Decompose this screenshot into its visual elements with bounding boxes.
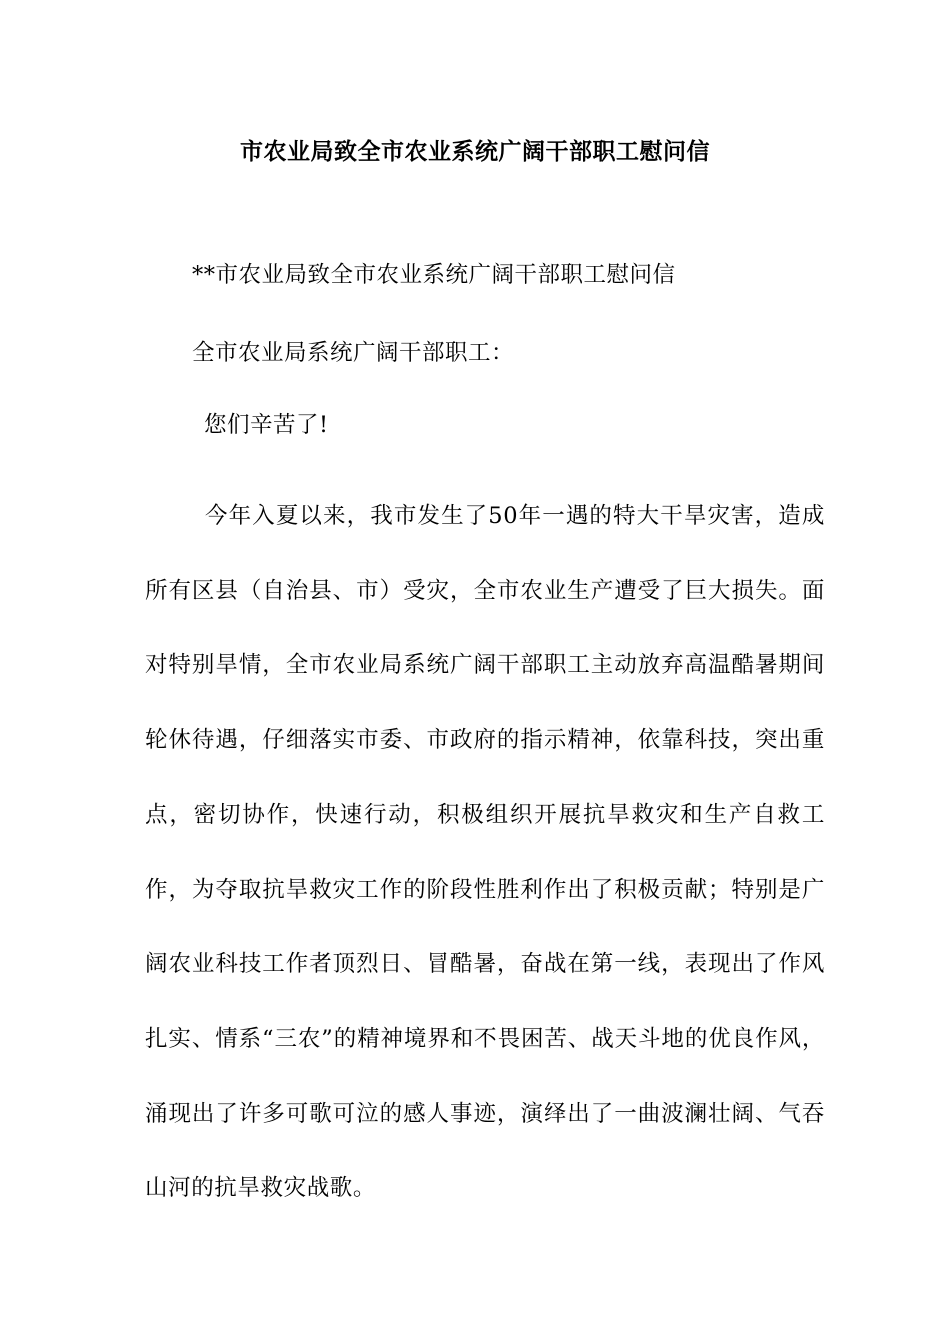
document-subtitle: **市农业局致全市农业系统广阔干部职工慰问信 xyxy=(192,262,676,288)
document-title: 市农业局致全市农业系统广阔干部职工慰问信 xyxy=(240,139,710,165)
body-paragraph: 今年入夏以来，我市发生了50年一遇的特大干旱灾害，造成所有区县（自治县、市）受灾，全市农业生产遭受了巨大损失。面对特别旱情，全市农业局系统广阔干部职工主动放弃高温酷暑期间轮休待遇，仔细落实市委、市政府的指示精神，依靠科技，突出重点，密切协作，快速行动，积极组织开展抗旱救灾和生产自救工作，为夺取抗旱救灾工作的阶段性胜利作出了积极贡献；特别是广阔农业科技工作者顶烈日、冒酷暑，奋战在第一线，表现出了作风扎实、情系“三农”的精神境界和不畏困苦、战天斗地的优良作风，涌现出了许多可歌可泣的感人事迹，演绎出了一曲波澜壮阔、气吞山河的抗旱救灾战歌。 xyxy=(145,503,825,1202)
salutation: 全市农业局系统广阔干部职工： xyxy=(192,340,515,366)
greeting: 您们辛苦了! xyxy=(204,412,329,438)
